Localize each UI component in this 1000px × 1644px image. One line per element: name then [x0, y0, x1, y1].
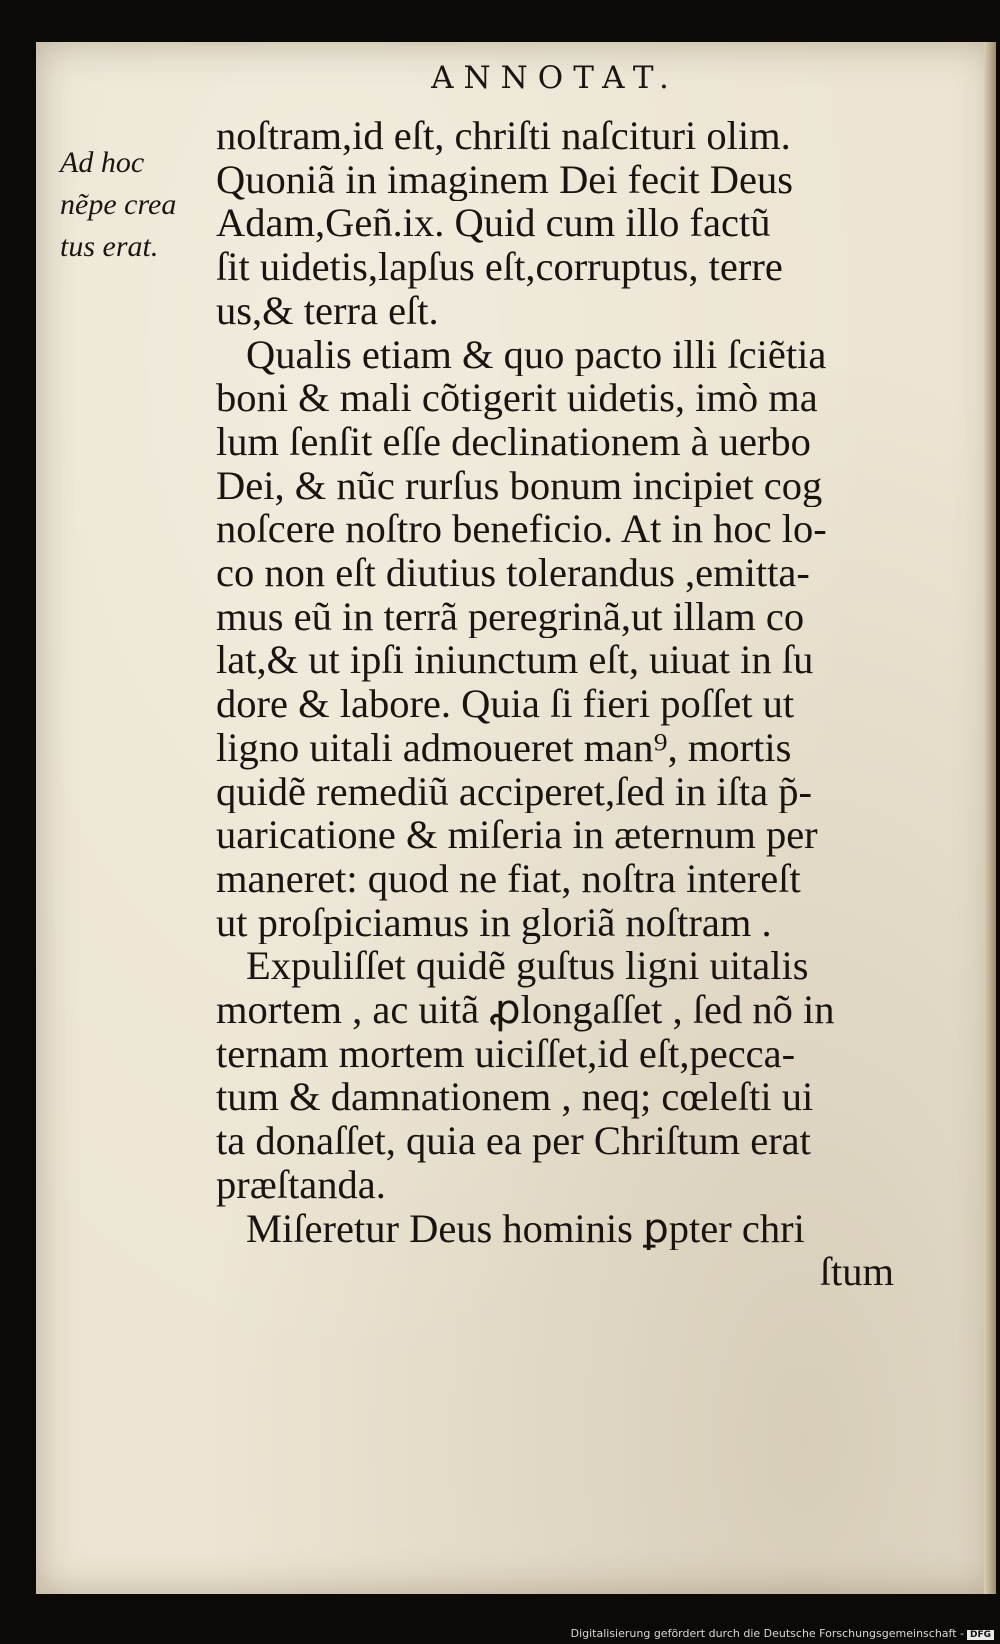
text-line: Quoniã in imaginem Dei fecit Deus	[216, 157, 793, 202]
text-line: uaricatione & miſeria in æternum per	[216, 813, 818, 857]
text-line: maneret: quod ne fiat, noſtra intereſt	[216, 856, 801, 901]
text-line: noſcere noſtro beneficio. At in hoc lo-	[216, 507, 827, 552]
marginal-note-line: Ad hoc	[60, 146, 145, 179]
text-line: Dei, & nũc rurſus bonum incipiet cog	[216, 463, 823, 508]
text-line: co non eſt diutius tolerandus ,emitta-	[216, 551, 810, 595]
text-line: Adam,Geñ.ix. Quid cum illo factũ	[216, 201, 771, 246]
text-line: ta donaſſet, quia ea per Chriſtum erat	[216, 1119, 811, 1163]
text-line: lat,& ut ipſi iniunctum eſt, uiuat in ſu	[216, 638, 814, 683]
body-text	[216, 114, 906, 1294]
credit-text: Digitalisierung gefördert durch die Deutsche Forschungsgemeinschaft -	[570, 1627, 964, 1640]
text-line: us,& terra eſt.	[216, 288, 439, 333]
text-line: Expuliſſet quidẽ guſtus ligni uitalis	[246, 944, 809, 989]
marginal-note	[60, 142, 220, 268]
text-line: tum & damnationem , neq; cœleſti ui	[216, 1075, 814, 1120]
text-line: ut proſpiciamus in gloriã noſtram .	[216, 900, 772, 945]
running-header: ANNOTAT.	[431, 60, 679, 96]
digitization-credit	[571, 1627, 994, 1640]
text-line: Miſeretur Deus hominis ꝑpter chri	[246, 1206, 805, 1251]
text-line: ternam mortem uiciſſet,id eſt,pecca-	[216, 1031, 796, 1076]
text-line: lum ſenſit eſſe declinationem à uerbo	[216, 419, 811, 464]
page-spine-edge	[984, 42, 996, 1594]
text-line: ligno uitali admoueret man⁹, mortis	[216, 725, 792, 770]
text-line: præſtanda.	[216, 1162, 386, 1207]
text-line: dore & labore. Quia ſi fieri poſſet ut	[216, 682, 795, 726]
dfg-logo: DFG	[967, 1630, 994, 1640]
text-line: ſit uidetis,lapſus eſt,corruptus, terre	[216, 245, 783, 289]
text-line: quidẽ remediũ acciperet,ſed in iſta p̃-	[216, 769, 812, 814]
text-line: Qualis etiam & quo pacto illi ſciẽtia	[246, 332, 827, 377]
text-line: boni & mali cõtigerit uidetis, imò ma	[216, 376, 818, 420]
text-line: noſtram,id eſt, chriſti naſcituri olim.	[216, 114, 791, 158]
marginal-note-line: nẽpe crea	[60, 188, 177, 221]
catchword: ſtum	[819, 1250, 894, 1294]
text-line: mortem , ac uitã ꝓlongaſſet , ſed nõ in	[216, 988, 835, 1032]
text-line: mus eũ in terrã peregrinã,ut illam co	[216, 594, 805, 639]
marginal-note-line: tus erat.	[60, 230, 159, 263]
